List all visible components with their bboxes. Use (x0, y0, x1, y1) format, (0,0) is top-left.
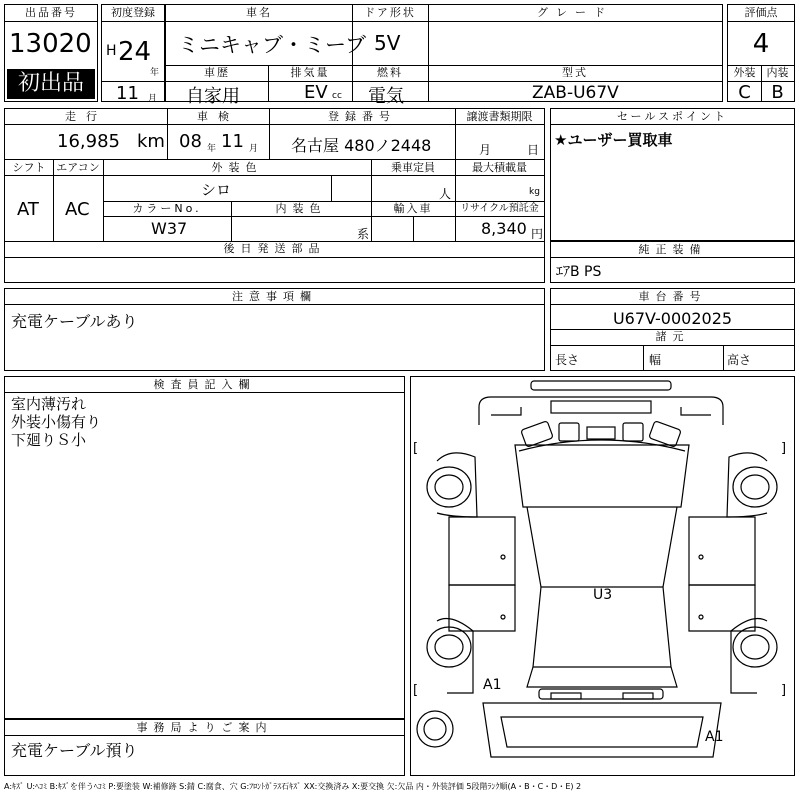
history-label: 車歴 (204, 66, 230, 79)
later-parts-label: 後日発送部品 (223, 242, 326, 255)
displacement-unit: cc (332, 91, 342, 101)
inspector-box (4, 376, 405, 719)
inspection-label: 車検 (197, 110, 239, 123)
transfer-label: 譲渡書類期限 (466, 110, 533, 123)
int-color-unit: 系 (357, 227, 370, 241)
equipment-label: 純正装備 (638, 243, 707, 256)
length-label: 長さ (555, 353, 580, 367)
equipment-box (550, 241, 795, 283)
width-label: 幅 (649, 353, 662, 367)
inspector-text: 室内薄汚れ 外装小傷有り 下廻りＳ小 (11, 395, 102, 449)
int-color-label: 内装色 (275, 202, 327, 215)
exterior-label: 外装 (733, 66, 756, 79)
exterior-grade: C (738, 82, 751, 103)
displacement-label: 排気量 (290, 66, 330, 79)
history-value: 自家用 (186, 86, 240, 107)
bracket-right-bottom: ] (781, 683, 787, 698)
notes-label: 注意事項欄 (232, 290, 317, 303)
sales-point-box (550, 108, 795, 241)
bracket-left-bottom: [ (413, 683, 419, 698)
ext-color-value: シロ (201, 181, 232, 199)
model-value: ZAB-U67V (532, 83, 619, 103)
car-name: ミニキャブ・ミーブ (178, 33, 366, 57)
equipment-text: ｴｱB PS (556, 264, 602, 280)
car-body-diagram (411, 377, 794, 775)
spec-box (4, 108, 545, 283)
score-value: 4 (752, 29, 770, 59)
notes-box (4, 288, 545, 371)
capacity-unit: 人 (439, 187, 452, 201)
reg-no-label: 登録番号 (328, 110, 396, 123)
ac-label: エアコン (56, 161, 100, 174)
dimensions-label: 諸元 (655, 330, 690, 343)
car-diagram-box (410, 376, 795, 776)
transfer-day-unit: 日 (527, 143, 540, 157)
damage-mark-bottom-right: A1 (705, 729, 724, 745)
mileage-label: 走行 (65, 110, 107, 123)
interior-label: 内装 (766, 66, 789, 79)
recycle-value: 8,340 (481, 219, 527, 238)
displacement-value: EV (304, 82, 328, 103)
score-label: 評価点 (744, 6, 778, 19)
mileage-value: 16,985 (57, 131, 120, 152)
ac-value: AC (65, 199, 90, 220)
color-no-value: W37 (151, 219, 188, 238)
recycle-label: リサイクル預託金 (460, 203, 539, 214)
year-unit: 年 (150, 68, 160, 78)
score-box (727, 4, 795, 102)
inspection-year: 08 (179, 131, 202, 152)
sales-point-text: ★ユーザー買取車 (554, 131, 673, 149)
height-label: 高さ (727, 353, 752, 367)
shift-label: シフト (12, 161, 46, 174)
first-reg-label: 初度登録 (111, 6, 155, 19)
reg-no-value: 名古屋 480ノ2448 (291, 136, 432, 155)
month-unit: 月 (148, 94, 158, 104)
ext-color-label: 外装色 (211, 161, 263, 174)
notes-text: 充電ケーブルあり (11, 312, 138, 331)
lot-label: 出品番号 (25, 6, 77, 19)
interior-grade: B (771, 82, 784, 103)
first-listing-badge: 初出品 (7, 69, 95, 99)
inspection-year-unit: 年 (207, 144, 217, 154)
transfer-month-unit: 月 (479, 143, 492, 157)
office-box (4, 719, 405, 776)
year-num: 24 (118, 37, 152, 67)
recycle-unit: 円 (531, 227, 544, 241)
fuel-value: 電気 (368, 86, 404, 107)
shift-value: AT (17, 199, 39, 220)
color-no-label: カラーNo. (132, 202, 202, 215)
model-label: 型式 (562, 66, 588, 79)
era: H (106, 43, 117, 59)
door-type: 5V (374, 31, 401, 55)
car-name-label: 車名 (246, 6, 272, 19)
first-reg-box (101, 4, 165, 102)
load-label: 最大積載量 (472, 161, 527, 174)
import-label: 輸入車 (393, 202, 433, 215)
month-num: 11 (116, 83, 139, 104)
chassis-box (550, 288, 795, 371)
bracket-right-top: ] (781, 441, 787, 456)
fuel-label: 燃料 (377, 66, 403, 79)
mileage-unit: km (137, 131, 165, 152)
inspection-month-unit: 月 (249, 144, 259, 154)
capacity-label: 乗車定員 (391, 161, 435, 174)
door-label: ドア形状 (364, 6, 416, 19)
car-info-box (165, 4, 723, 107)
grade-label: グレード (537, 6, 613, 19)
chassis-label: 車台番号 (638, 290, 707, 303)
office-label: 事務局よりご案内 (136, 721, 273, 734)
office-text: 充電ケーブル預り (11, 741, 138, 760)
bracket-left-top: [ (413, 441, 419, 456)
load-unit: kg (529, 187, 540, 197)
inspection-month: 11 (221, 131, 244, 152)
inspector-label: 検査員記入欄 (153, 378, 256, 391)
sales-point-label: セールスポイント (616, 110, 728, 123)
lot-box (4, 4, 98, 102)
lot-number: 13020 (9, 29, 92, 59)
chassis-number: U67V-0002025 (612, 309, 733, 328)
legend-text: A:ｷｽﾞ U:ﾍｺﾐ B:ｷｽﾞを伴うﾍｺﾐ P:要塗装 W:補修跡 S:錆 C:腐食、穴 G:ﾌﾛﾝﾄｶﾞﾗｽ石ｷｽﾞ XX:交換済み X:要交換 欠:欠品 内・外装評価 5段階ﾗﾝｸ順(A・B・C・D・E) 2 (4, 782, 582, 791)
damage-mark-roof: U3 (593, 587, 613, 603)
damage-mark-left-rear: A1 (483, 677, 502, 693)
